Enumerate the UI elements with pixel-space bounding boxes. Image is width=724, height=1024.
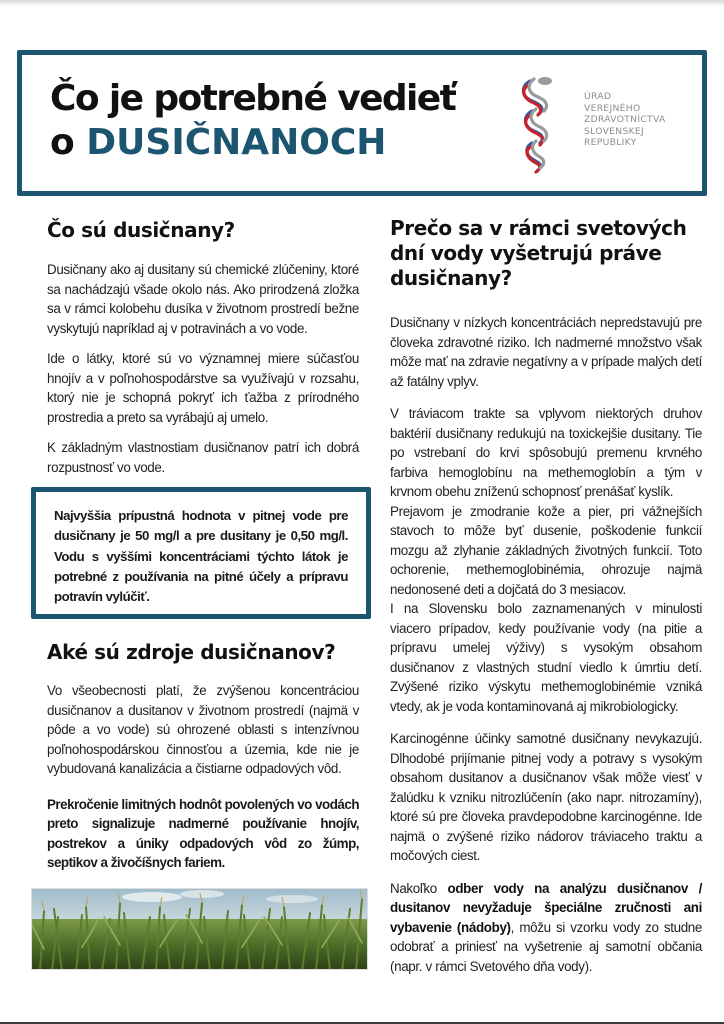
final-suffix: , môžu si vzorku vody zo studne odobrať a priniesť na vyšetrenie aj samotní občania (napr. v rámci Svetového dňa vody). xyxy=(390,919,703,974)
page-title xyxy=(50,77,455,165)
logo-line: REPUBLIKY xyxy=(584,137,637,149)
final-prefix: Nakoľko xyxy=(390,880,448,896)
header-frame xyxy=(17,50,707,196)
paragraph: Dusičnany ako aj dusitany sú chemické zlúčeniny, ktoré sa nachádzajú všade okolo nás. Ako prirodzená zložka sa v rámci kolobehu dusíka v životnom prostredí bežne vyskytujú napríklad aj v potravinách a vo vode. xyxy=(47,262,359,336)
final-paragraph xyxy=(390,879,702,977)
paragraph: Prejavom je zmodranie kože a pier, pri vážnejších stavoch to môže byť dusenie, poškodenie funkcií mozgu až zlyhanie základných životných funkcií. Toto ochorenie, methemoglobinémia, ohrozuje najmä nedonosené deti a dojčatá do 3 mesiacov. xyxy=(390,503,702,597)
cornfield-illustration xyxy=(32,889,368,970)
title-accent: DUSIČNANOCH xyxy=(86,122,387,163)
section-heading: Prečo sa v rámci svetových dní vody vyšetrujú práve dusičnany? xyxy=(390,216,687,290)
logo-line: VEREJNÉHO xyxy=(584,102,641,114)
uvzsr-logo xyxy=(518,75,678,175)
section-heading: Aké sú zdroje dusičnanov? xyxy=(47,640,336,664)
section-heading: Čo sú dusičnany? xyxy=(47,218,235,242)
warning-paragraph: Prekročenie limitných hodnôt povolených vo vodách preto signalizuje nadmerné používanie hnojív, postrekov a úniky odpadových vôd zo žúmp, septikov a živočíšnych fariem. xyxy=(47,796,359,870)
section-why-nitrates xyxy=(390,216,702,989)
limit-notice-text: Najvyššia prípustná hodnota v pitnej vode pre dusičnany je 50 mg/l a pre dusitany je 0,50 mg/l. Vodu s vyššími koncentráciami týchto látok je potrebné z používania na pitné účely a prípravu potravín vylúčiť. xyxy=(54,508,348,605)
limit-notice-box xyxy=(31,487,371,619)
logo-line: ZDRAVOTNÍCTVA xyxy=(584,114,666,126)
title-prefix: o xyxy=(50,122,74,163)
paragraph: V tráviacom trakte sa vplyvom niektorých druhov baktérií dusičnany redukujú na toxickejšie dusitany. Tie po vstrebaní do krvi spôsobujú premenu krvného farbiva hemoglobínu na methemoglobín a tým v krvnom obehu zníženú schopnosť prenášať kyslík. xyxy=(390,406,702,499)
section-nitrate-sources xyxy=(47,640,359,873)
section-what-are-nitrates xyxy=(47,216,359,488)
paragraph: Vo všeobecnosti platí, že zvýšenou koncentráciou dusičnanov a dusitanov v životnom prostredí (najmä v pôde a vo vode) sú ohrozené oblasti s intenzívnou poľnohospodárskou činnosťou a územia, kde nie je vybudovaná kanalizácia a čistiarne odpadových vôd. xyxy=(47,683,359,776)
title-line-1: Čo je potrebné vedieť xyxy=(50,78,456,119)
logo-text xyxy=(584,91,666,149)
final-bold: odber vody na analýzu dusičnanov / dusitanov nevyžaduje špeciálne zručnosti ani vybavenie (nádoby) xyxy=(390,880,702,935)
paragraph: Karcinogénne účinky samotné dusičnany nevykazujú. Dlhodobé prijímanie pitnej vody a potravy s vysokým obsahom dusitanov a dusičnanov však môže viesť v žalúdku k vzniku nitrozlúčenín (ako napr. nitrozamíny), ktoré sú pre človeka pravdepodobne karcinogénne. Ide najmä o zvýšené riziko nádorov tráviaceho traktu a močových ciest. xyxy=(390,731,702,863)
title-line-2 xyxy=(50,121,455,165)
paragraph: Ide o látky, ktoré sú vo významnej miere súčasťou hnojív a v poľnohospodárstve sa využívajú v rozsahu, ktorý nie je schopná pokryť ich ťažba z prírodného prostredia a preto sa vyrábajú aj umelo. xyxy=(47,351,359,425)
paragraph: I na Slovensku bolo zaznamenaných v minulosti viacero prípadov, kedy používanie vody (na pitie a prípravu umelej výživy) s vysokým obsahom dusičnanov z vlastných studní viedlo k úmrtiu detí. Zvýšené riziko výskytu methemoglobinémie vzniká vtedy, ak je voda kontaminovaná aj mikrobiologicky. xyxy=(390,601,702,714)
logo-line: SLOVENSKEJ xyxy=(584,125,645,137)
paragraph: K základným vlastnostiam dusičnanov patrí ich dobrá rozpustnosť vo vode. xyxy=(47,440,359,475)
cornfield-photo xyxy=(31,888,368,970)
paragraph: Dusičnany v nízkych koncentráciách nepredstavujú pre človeka zdravotné riziko. Ich nadmerné množstvo však môže mať na zdravie negatívny a v prípade malých detí až fatálny vplyv. xyxy=(390,315,702,389)
logo-line: ÚRAD xyxy=(584,91,612,102)
top-edge-shadow xyxy=(0,0,724,6)
caduceus-tricolor-logo-icon xyxy=(518,75,558,175)
